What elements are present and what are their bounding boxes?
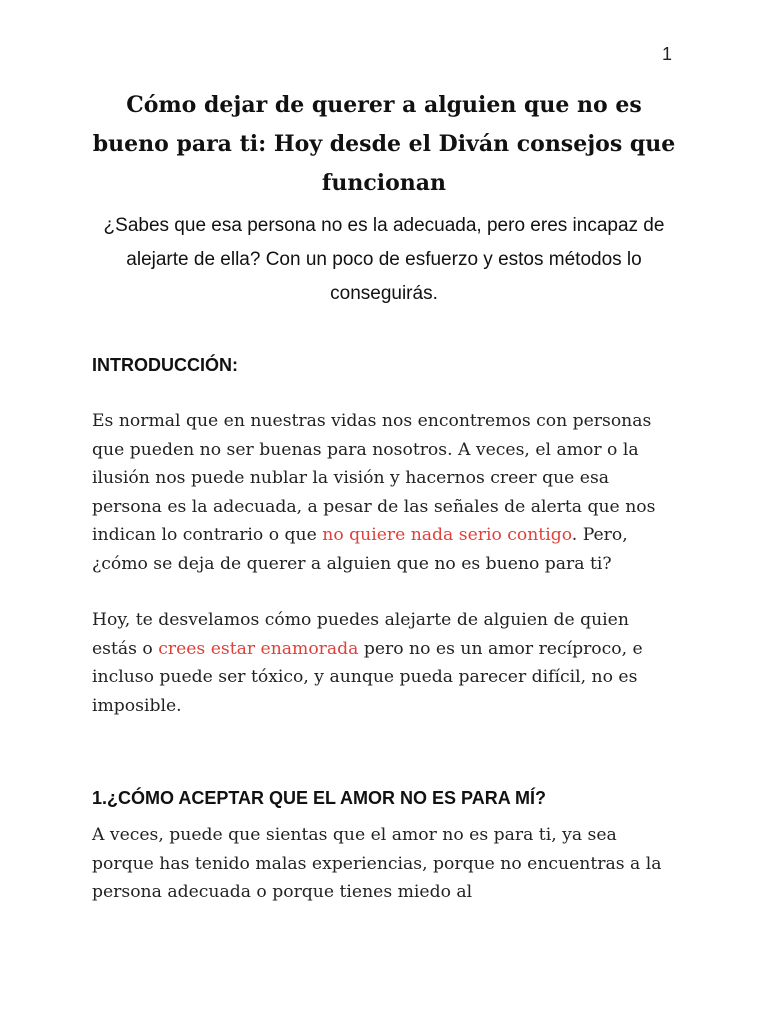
intro-paragraph-2-text-b: pero no es un amor recíproco, e incluso puede ser tóxico, y aunque pueda parecer difícil, no es imposible.: [92, 638, 643, 716]
section-1-heading: 1.¿CÓMO ACEPTAR QUE EL AMOR NO ES PARA MÍ?: [92, 788, 547, 808]
document-subtitle: ¿Sabes que esa persona no es la adecuada, pero eres incapaz de alejarte de ella? Con un poco de esfuerzo y estos métodos lo conseguirás.: [103, 215, 665, 304]
intro-paragraph-1: [92, 407, 676, 578]
intro-paragraph-2: [92, 606, 676, 720]
document-body: [92, 86, 676, 907]
page-number: 1: [661, 44, 672, 64]
intro-paragraph-2-text-a: Hoy, te desvelamos cómo puedes alejarte de alguien de quien estás o: [92, 610, 629, 659]
section-1-paragraph-1: A veces, puede que sientas que el amor no es para ti, ya sea porque has tenido malas experiencias, porque no encuentras a la persona adecuada o porque tienes miedo al: [92, 825, 662, 902]
link-crees-estar-enamorada[interactable]: crees estar enamorada: [158, 638, 359, 659]
link-no-quiere-nada-serio[interactable]: no quiere nada serio contigo: [322, 525, 572, 545]
intro-paragraph-1-text-b: . Pero, ¿cómo se deja de querer a alguien que no es bueno para ti?: [92, 525, 628, 574]
intro-heading: INTRODUCCIÓN:: [92, 355, 238, 375]
document-title: Cómo dejar de querer a alguien que no es bueno para ti: Hoy desde el Diván consejos que funcionan: [92, 92, 676, 196]
intro-paragraph-1-text-a: Es normal que en nuestras vidas nos encontremos con personas que pueden no ser buenas para nosotros. A veces, el amor o la ilusión nos puede nublar la visión y hacernos creer que esa persona es la adecuada, a pesar de las señales de alerta que nos indican lo contrario o que: [92, 411, 656, 545]
